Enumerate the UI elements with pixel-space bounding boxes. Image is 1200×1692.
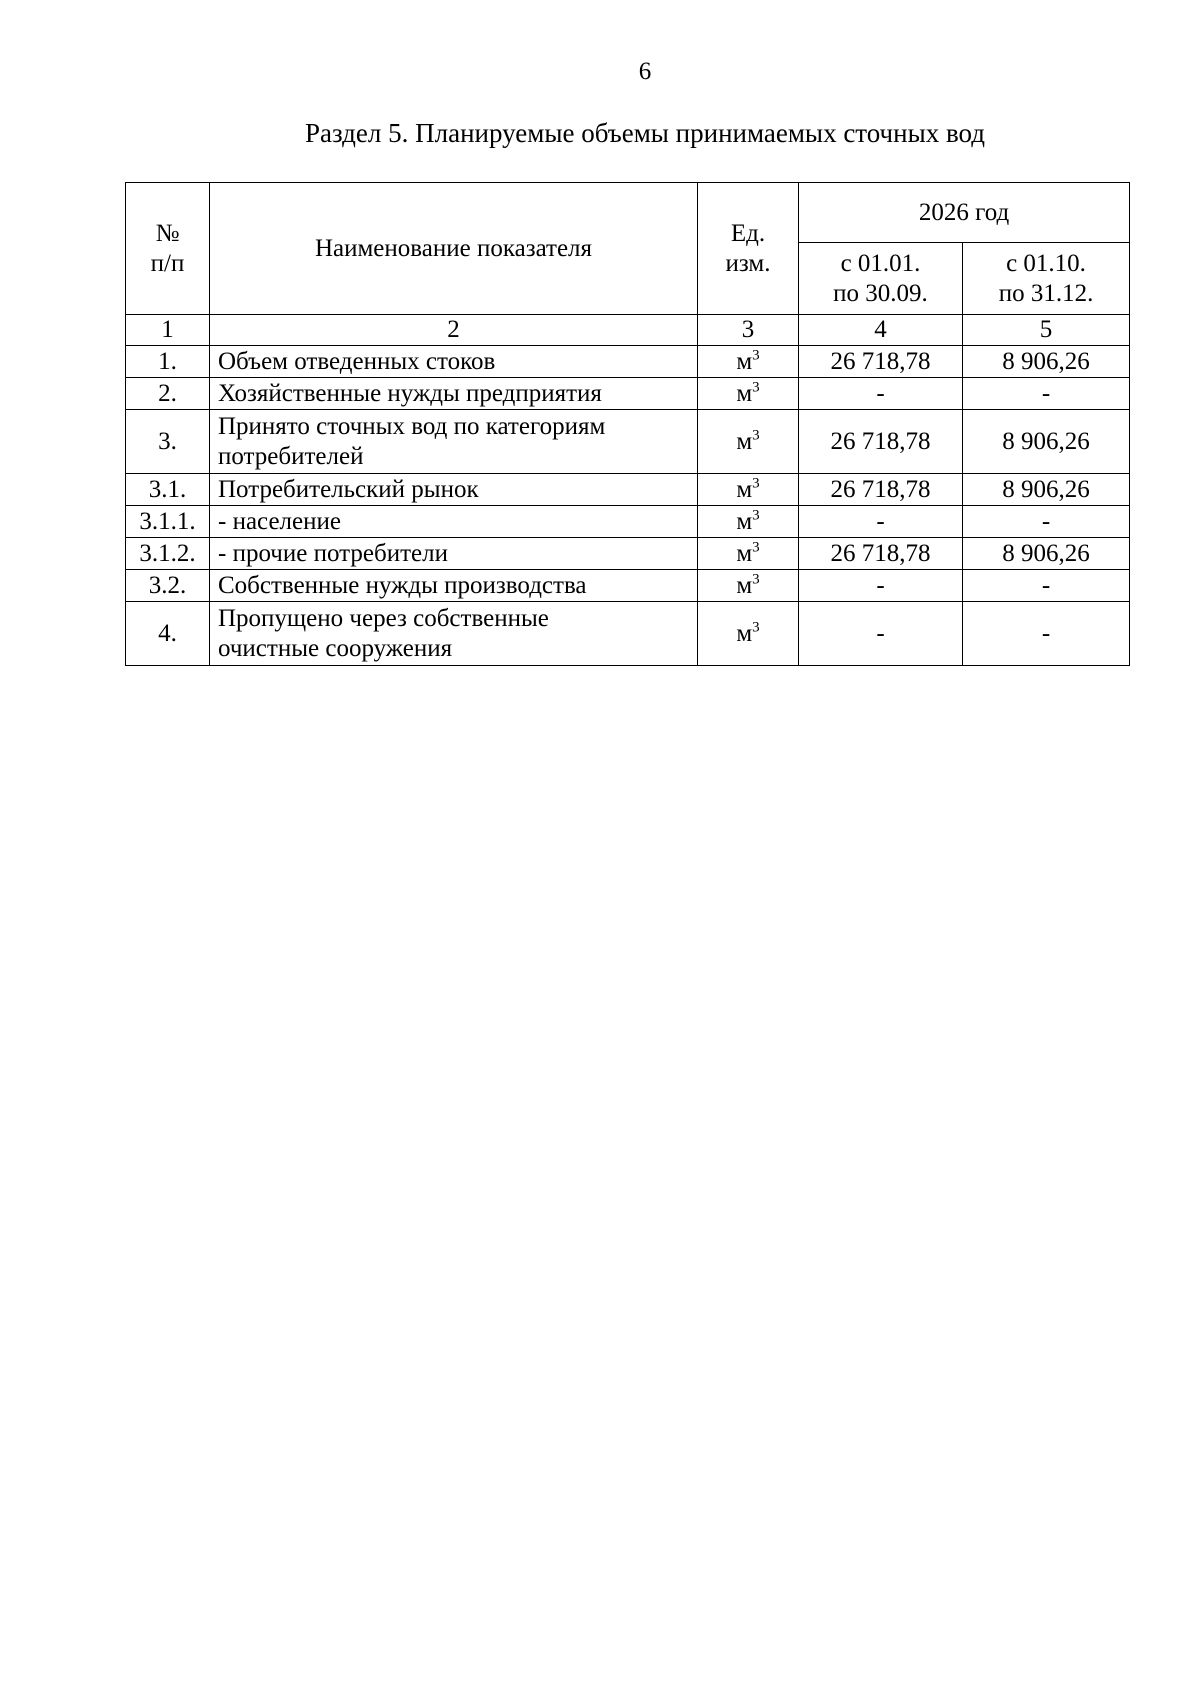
table-row [126, 538, 1130, 570]
row-unit [698, 570, 799, 602]
row-value-period2: - [963, 378, 1130, 410]
table-row [126, 570, 1130, 602]
table-row [126, 506, 1130, 538]
row-number: 3.1.2. [126, 538, 210, 570]
row-number: 3.2. [126, 570, 210, 602]
header-period1-cell [799, 243, 963, 315]
header-period1-from: с 01.01. [840, 249, 921, 277]
table-row [126, 410, 1130, 474]
row-value-period1: 26 718,78 [799, 538, 963, 570]
unit-base: м [736, 507, 753, 535]
row-indicator-name: - население [210, 506, 698, 538]
page-number: 6 [638, 58, 652, 85]
row-value-period1: 26 718,78 [799, 346, 963, 378]
row-indicator-name: Хозяйственные нужды предприятия [210, 378, 698, 410]
unit-base: м [736, 347, 753, 375]
row-indicator-name: Объем отведенных стоков [210, 346, 698, 378]
row-value-period1: - [799, 570, 963, 602]
row-unit [698, 378, 799, 410]
row-indicator-name-line2: потребителей [218, 442, 364, 470]
row-value-period2: 8 906,26 [963, 346, 1130, 378]
row-indicator-name [210, 602, 698, 666]
row-value-period2: - [963, 506, 1130, 538]
unit-base: м [736, 379, 753, 407]
row-indicator-name: - прочие потребители [210, 538, 698, 570]
row-value-period2: 8 906,26 [963, 410, 1130, 474]
column-number: 5 [963, 315, 1130, 346]
row-unit [698, 602, 799, 666]
unit-base: м [736, 571, 753, 599]
column-number: 1 [126, 315, 210, 346]
unit-exponent: 3 [752, 427, 760, 444]
wastewater-volume-table [125, 182, 1130, 666]
row-value-period1: - [799, 506, 963, 538]
unit-exponent: 3 [752, 539, 760, 556]
row-value-period1: 26 718,78 [799, 474, 963, 506]
row-value-period1: - [799, 602, 963, 666]
column-number: 4 [799, 315, 963, 346]
row-unit [698, 346, 799, 378]
unit-exponent: 3 [752, 507, 760, 524]
row-value-period2: 8 906,26 [963, 538, 1130, 570]
row-value-period1: 26 718,78 [799, 410, 963, 474]
column-number: 2 [210, 315, 698, 346]
row-unit [698, 410, 799, 474]
table-row [126, 474, 1130, 506]
row-number: 4. [126, 602, 210, 666]
header-year-cell: 2026 год [799, 183, 1130, 243]
table-row [126, 602, 1130, 666]
unit-exponent: 3 [752, 619, 760, 636]
unit-base: м [736, 539, 753, 567]
table-row [126, 378, 1130, 410]
row-number: 3.1. [126, 474, 210, 506]
header-name-cell: Наименование показателя [210, 183, 698, 315]
row-indicator-name: Потребительский рынок [210, 474, 698, 506]
section-title: Раздел 5. Планируемые объемы принимаемых сточных вод [304, 118, 985, 148]
header-unit-line1: Ед. [730, 219, 766, 247]
header-period2-from: с 01.10. [1006, 249, 1086, 277]
header-unit-cell [698, 183, 799, 315]
column-number-row [126, 315, 1130, 346]
table-header-row [126, 183, 1130, 243]
row-number: 3.1.1. [126, 506, 210, 538]
unit-base: м [736, 427, 753, 455]
row-unit [698, 506, 799, 538]
row-indicator-name [210, 410, 698, 474]
row-value-period2: - [963, 570, 1130, 602]
row-number: 1. [126, 346, 210, 378]
unit-base: м [736, 619, 753, 647]
row-unit [698, 474, 799, 506]
header-unit-line2: изм. [725, 249, 771, 277]
row-value-period2: - [963, 602, 1130, 666]
table-row [126, 346, 1130, 378]
row-indicator-name-line1: Пропущено через собственные [218, 604, 549, 632]
row-indicator-name-line2: очистные сооружения [218, 634, 453, 662]
row-indicator-name-line1: Принято сточных вод по категориям [218, 412, 606, 440]
unit-exponent: 3 [752, 475, 760, 492]
unit-exponent: 3 [752, 379, 760, 396]
header-period2-cell [963, 243, 1130, 315]
row-value-period1: - [799, 378, 963, 410]
row-indicator-name: Собственные нужды производства [210, 570, 698, 602]
header-number-cell [126, 183, 210, 315]
unit-exponent: 3 [752, 571, 760, 588]
unit-exponent: 3 [752, 347, 760, 364]
row-value-period2: 8 906,26 [963, 474, 1130, 506]
header-period2-to: по 31.12. [998, 279, 1094, 307]
row-number: 3. [126, 410, 210, 474]
header-number-symbol: № [155, 219, 180, 247]
header-number-abbrev: п/п [150, 249, 185, 277]
row-unit [698, 538, 799, 570]
column-number: 3 [698, 315, 799, 346]
header-period1-to: по 30.09. [833, 279, 928, 307]
row-number: 2. [126, 378, 210, 410]
unit-base: м [736, 475, 753, 503]
